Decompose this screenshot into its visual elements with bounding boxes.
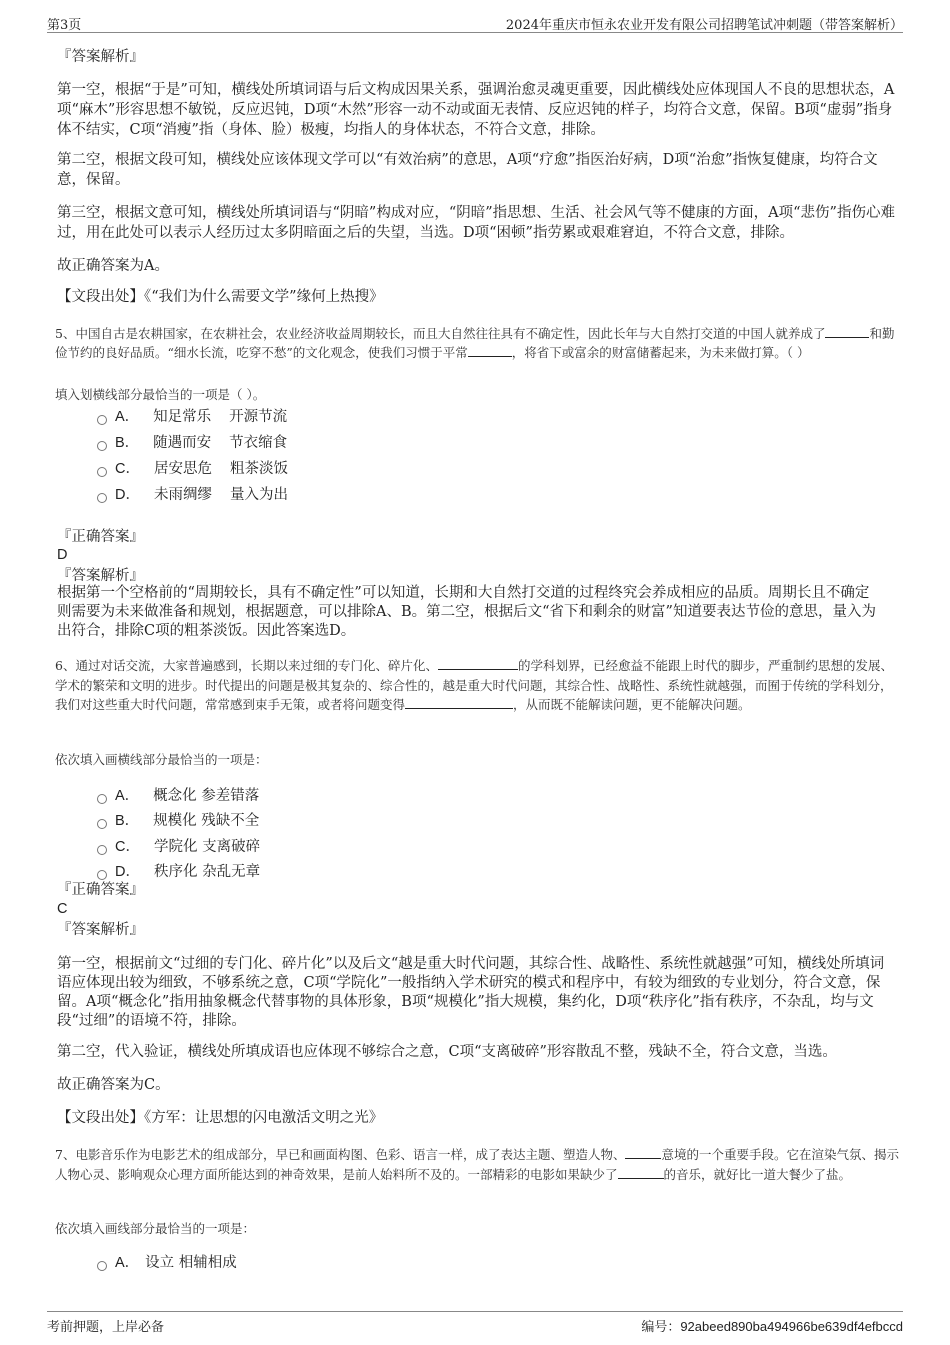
q6-stem-part-a: 6、通过对话交流，大家普遍感到，长期以来过细的专门化、碎片化、 <box>55 658 438 673</box>
q4-conclusion: 故正确答案为A。 <box>57 258 169 274</box>
q5-option-b[interactable]: B． 随遇而安 节衣缩食 <box>97 433 287 453</box>
q6-option-c[interactable]: C． 学院化 支离破碎 <box>97 837 260 857</box>
page-footer <box>47 1311 903 1334</box>
q6-analysis-p1: 第一空，根据前文“过细的专门化、碎片化”以及后文“越是重大时代问题，其综合性、战略性、系统性就越强”可知，横线处所填词语应体现出较为细致，不够系统之意，C项“学院化”一般指纳入学术研究的模式和程序中，有较为细致的专业划分，符合文意，保留。A项“概念化”指用抽象概念代替事物的具体形象，B项“规模化”指大规模，集约化，D项“秩序化”指有秩序，不杂乱，均与文段“过细”的语境不符，排除。 <box>57 956 885 1029</box>
q6-option-a[interactable]: A． 概念化 参差错落 <box>97 786 259 806</box>
q6-prompt: 依次填入画横线部分最恰当的一项是： <box>55 752 268 767</box>
q7-stem-part-a: 7、电影音乐作为电影艺术的组成部分，早已和画面构图、色彩、语言一样，成了表达主题、塑造人物、 <box>55 1147 626 1162</box>
q6-answer: C <box>57 901 68 917</box>
radio-icon[interactable] <box>97 819 107 829</box>
footer-slogan: 考前押题，上岸必备 <box>47 1320 165 1335</box>
q4-analysis-p1: 第一空，根据“于是”可知，横线处所填词语与后文构成因果关系，强调治愈灵魂更重要，因此横线处应体现国人不良的思想状态，A项“麻木”形容思想不敏锐，反应迟钝，D项“木然”形容一动不动或面无表情、反应迟钝的样子，均符合文意，保留。B项“虚弱”指身体不结实，C项“消瘦”指（身体、脸）极瘦，均指人的身体状态，不符合文意，排除。 <box>57 82 895 138</box>
page-header <box>47 12 903 33</box>
q4-analysis-label: 『答案解析』 <box>57 49 144 65</box>
q7-stem-part-c: 的音乐，就好比一道大餐少了盐。 <box>663 1166 852 1182</box>
q6-analysis-label: 『答案解析』 <box>57 922 144 938</box>
q6-source: 【文段出处】《方军：让思想的闪电激活文明之光》 <box>57 1110 384 1126</box>
radio-icon[interactable] <box>97 1261 107 1271</box>
q6-blank-1 <box>438 657 518 670</box>
q7-stem-part-b: 意境的一个重要手段。它在渲染气氛、揭示人物心灵、影响观众心理方面所能达到的神奇效果，是前人始料所不及的。一部精彩的电影如果缺少了 <box>55 1147 899 1182</box>
document-code: 编号：92abeed890ba494966be639df4efbccd <box>641 1319 903 1335</box>
document-title: 2024年重庆市恒永农业开发有限公司招聘笔试冲刺题（带答案解析） <box>505 18 903 33</box>
q5-prompt: 填入划横线部分最恰当的一项是（ ）。 <box>55 387 266 402</box>
q5-blank-2 <box>468 344 512 357</box>
radio-icon[interactable] <box>97 441 107 451</box>
q5-option-c[interactable]: C． 居安思危 粗茶淡饭 <box>97 459 288 479</box>
q7-blank-1 <box>625 1146 661 1159</box>
q6-conclusion: 故正确答案为C。 <box>57 1077 170 1093</box>
radio-icon[interactable] <box>97 493 107 503</box>
q7-option-a[interactable]: A． 设立 相辅相成 <box>97 1253 237 1273</box>
q7-stem <box>55 1145 900 1184</box>
q7-blank-2 <box>618 1166 664 1179</box>
q5-stem-part-c: ，将省下或富余的财富储蓄起来，为未来做打算。（ ） <box>511 345 810 360</box>
q5-stem <box>55 324 900 362</box>
radio-icon[interactable] <box>97 845 107 855</box>
q6-analysis-p2: 第二空，代入验证，横线处所填成语也应体现不够综合之意，C项“支离破碎”形容散乱不整，残缺不全，符合文意，当选。 <box>57 1044 837 1060</box>
q6-stem <box>55 656 900 715</box>
radio-icon[interactable] <box>97 870 107 880</box>
q4-analysis-p3: 第三空，根据文意可知，横线处所填词语与“阴暗”构成对应，“阴暗”指思想、生活、社会风气等不健康的方面，A项“悲伤”指伤心难过，用在此处可以表示人经历过太多阴暗面之后的失望，当选。D项“困顿”指劳累或艰难窘迫，不符合文意，排除。 <box>57 205 895 241</box>
radio-icon[interactable] <box>97 467 107 477</box>
radio-icon[interactable] <box>97 415 107 425</box>
q5-option-d[interactable]: D． 未雨绸缪 量入为出 <box>97 485 288 505</box>
q5-blank-1 <box>825 325 869 338</box>
q5-answer: D <box>57 547 68 563</box>
q6-answer-label: 『正确答案』 <box>57 882 144 898</box>
q5-stem-part-b: 和勤俭节约的良好品质。“细水长流，吃穿不愁”的文化观念，使我们习惯于平常 <box>55 326 895 360</box>
q5-answer-label: 『正确答案』 <box>57 529 144 545</box>
page-number: 第3页 <box>47 18 82 33</box>
q6-option-d[interactable]: D． 秩序化 杂乱无章 <box>97 862 260 882</box>
radio-icon[interactable] <box>97 794 107 804</box>
q6-blank-2 <box>405 696 513 709</box>
q4-analysis-p2: 第二空，根据文段可知，横线处应该体现文学可以“有效治病”的意思，A项“疗愈”指医治好病，D项“治愈”指恢复健康，均符合文意，保留。 <box>57 152 878 188</box>
q5-analysis-label: 『答案解析』 <box>57 568 144 584</box>
q4-source: 【文段出处】《“我们为什么需要文学”缘何上热搜》 <box>57 289 384 305</box>
q5-analysis: 根据第一个空格前的“周期较长，具有不确定性”可以知道，长期和大自然打交道的过程终究会养成相应的品质。周期长且不确定则需要为未来做准备和规划，根据题意，可以排除A、B。第二空，根据后文“省下和剩余的财富”知道要表达节俭的意思，量入为出符合，排除C项的粗茶淡饭。因此答案选D。 <box>57 585 876 639</box>
q6-stem-part-b: 的学科划界，已经愈益不能跟上时代的脚步，严重制约思想的发展、学术的繁荣和文明的进步。时代提出的问题是极其复杂的、综合性的，越是重大时代问题，其综合性、战略性、系统性就越强，而囿于传统的学科划分，我们对这些重大时代问题，常常感到束手无策，或者将问题变得 <box>55 658 893 712</box>
q5-stem-part-a: 5、中国自古是农耕国家，在农耕社会，农业经济收益周期较长，而且大自然往往具有不确定性，因此长年与大自然打交道的中国人就养成了 <box>55 326 826 341</box>
q6-option-b[interactable]: B． 规模化 残缺不全 <box>97 811 259 831</box>
q5-option-a[interactable]: A． 知足常乐 开源节流 <box>97 407 287 427</box>
q7-prompt: 依次填入画线部分最恰当的一项是： <box>55 1221 256 1236</box>
q6-stem-part-c: ，从而既不能解读问题，更不能解决问题。 <box>513 697 751 712</box>
